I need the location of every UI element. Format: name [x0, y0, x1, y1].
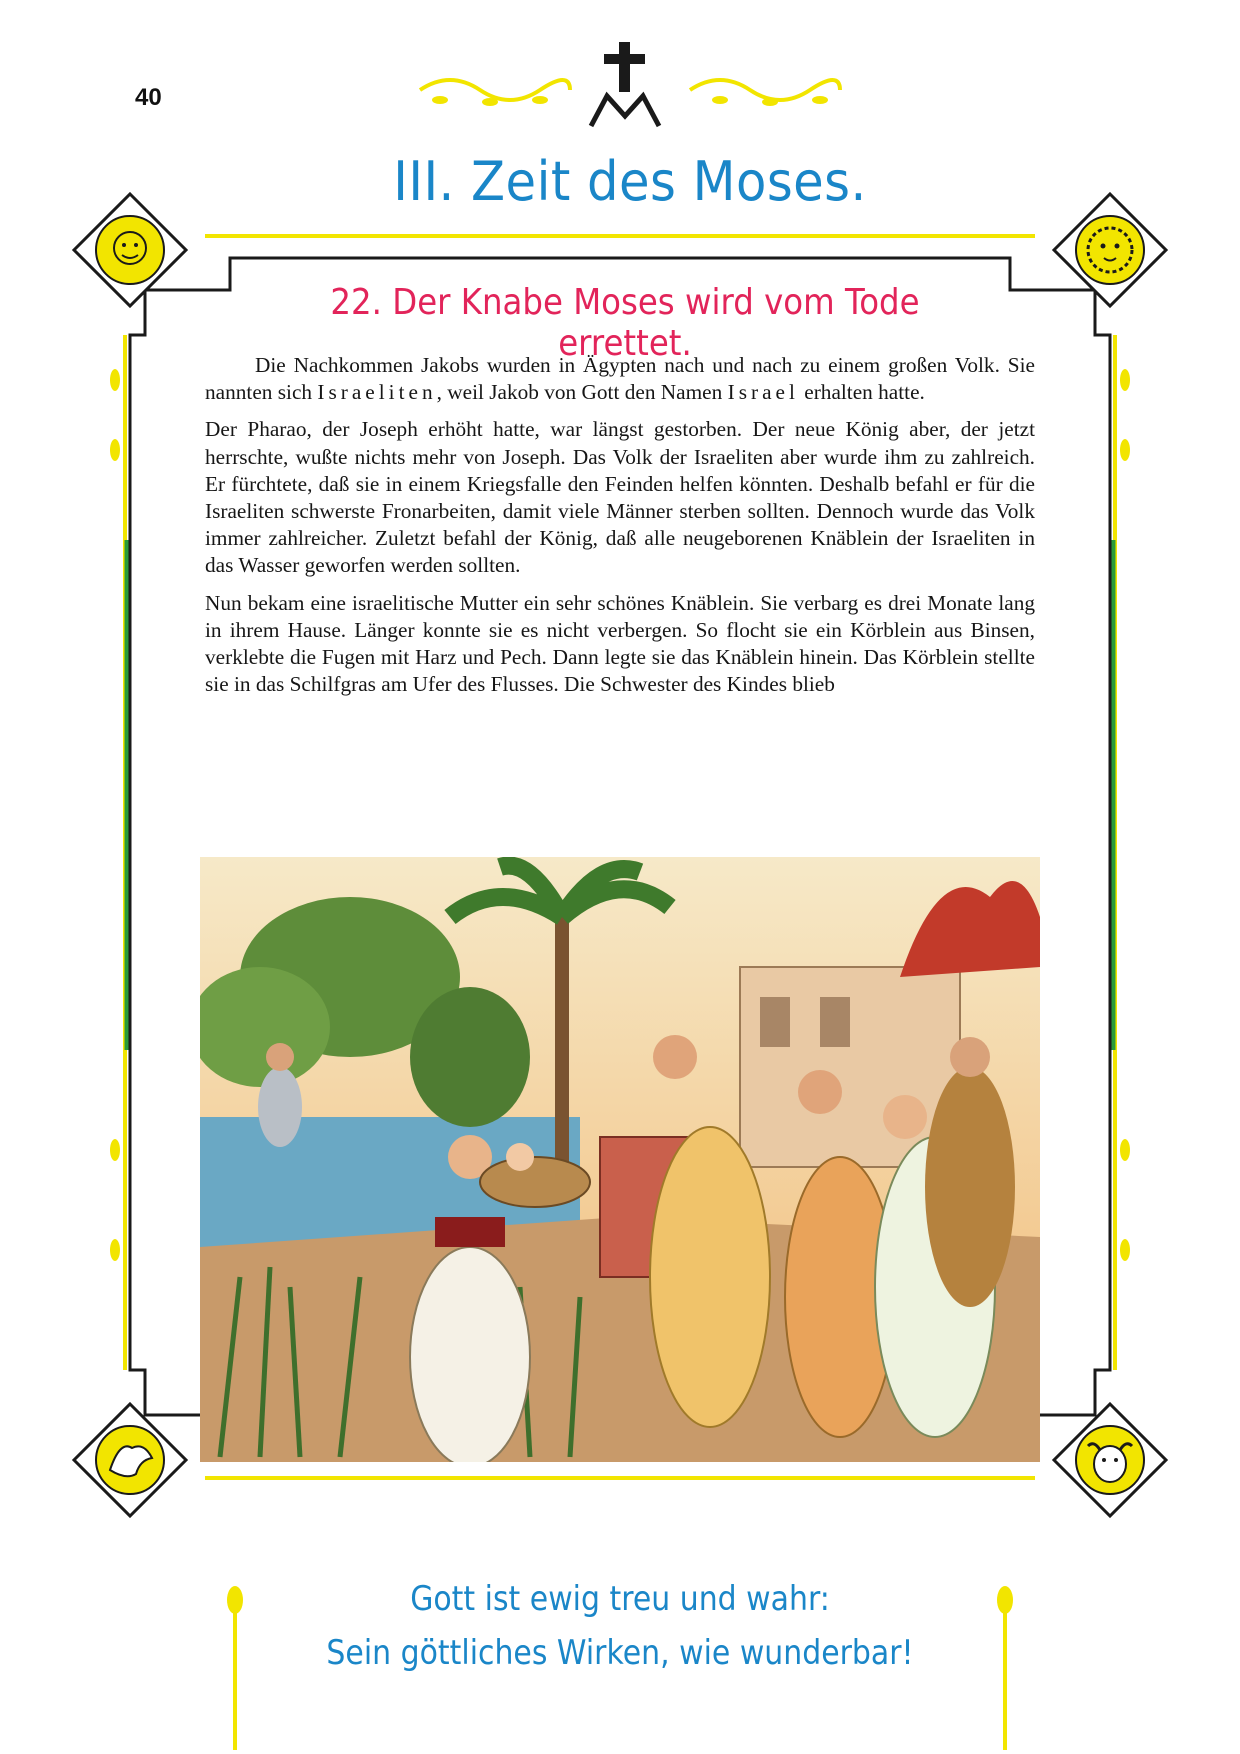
moses-rescue-illustration — [200, 857, 1040, 1462]
paragraph-1-text: Die Nachkommen Jakobs wurden in Ägypten nach und nach zu einem großen Volk. Sie nannten sich — [205, 353, 1035, 405]
paragraph-2: Der Pharao, der Joseph erhöht hatte, war längst gestorben. Der neue König aber, der jetzt herrschte, wußte nichts mehr von Joseph. Das Volk der Israeliten aber wurde ihm zu zahlreich. Er fürchtete, daß sie in einem Kriegsfalle den Feinden helfen könnten. Deshalb befahl er für die Israeliten schwerste Fronarbeiten, damit viele Männer sterben sollten. Dennoch wurde das Volk immer zahlreicher. Zuletzt befahl der König, daß alle neugeborenen Knäblein der Israeliten in das Wasser geworfen werden sollten. — [205, 417, 1035, 578]
paragraph-1-text-2: , weil Jakob von Gott den Namen — [436, 380, 728, 405]
chapter-title: III. Zeit des Moses. — [393, 150, 867, 213]
page-number: 40 — [135, 84, 162, 111]
eagle-medallion-icon — [70, 1400, 190, 1520]
lion-medallion-icon — [1050, 190, 1170, 310]
motto-line-2: Sein göttliches Wirken, wie wunderbar! — [326, 1633, 914, 1673]
motto-line-1: Gott ist ewig treu und wahr: — [410, 1579, 830, 1619]
body-text — [205, 352, 1035, 708]
israeliten-spaced: Israeliten — [317, 380, 437, 405]
paragraph-1-text-3: erhalten hatte. — [798, 380, 925, 405]
motto — [277, 1572, 963, 1680]
lesson-title: 22. Der Knabe Moses wird vom Tode errettet. — [330, 282, 920, 364]
paragraph-1 — [205, 352, 1035, 406]
face-medallion-icon — [70, 190, 190, 310]
ox-medallion-icon — [1050, 1400, 1170, 1520]
paragraph-3: Nun bekam eine israelitische Mutter ein sehr schönes Knäblein. Sie verbarg es drei Monate lang in ihrem Hause. Länger konnte sie es nicht verbergen. So flocht sie ein Körblein aus Binsen, verklebte die Fugen mit Harz und Pech. Dann legte sie das Knäblein hinein. Das Körblein stellte sie in das Schilfgras am Ufer des Flusses. Die Schwester des Kindes blieb — [205, 590, 1035, 697]
israel-spaced: Israel — [727, 380, 799, 405]
